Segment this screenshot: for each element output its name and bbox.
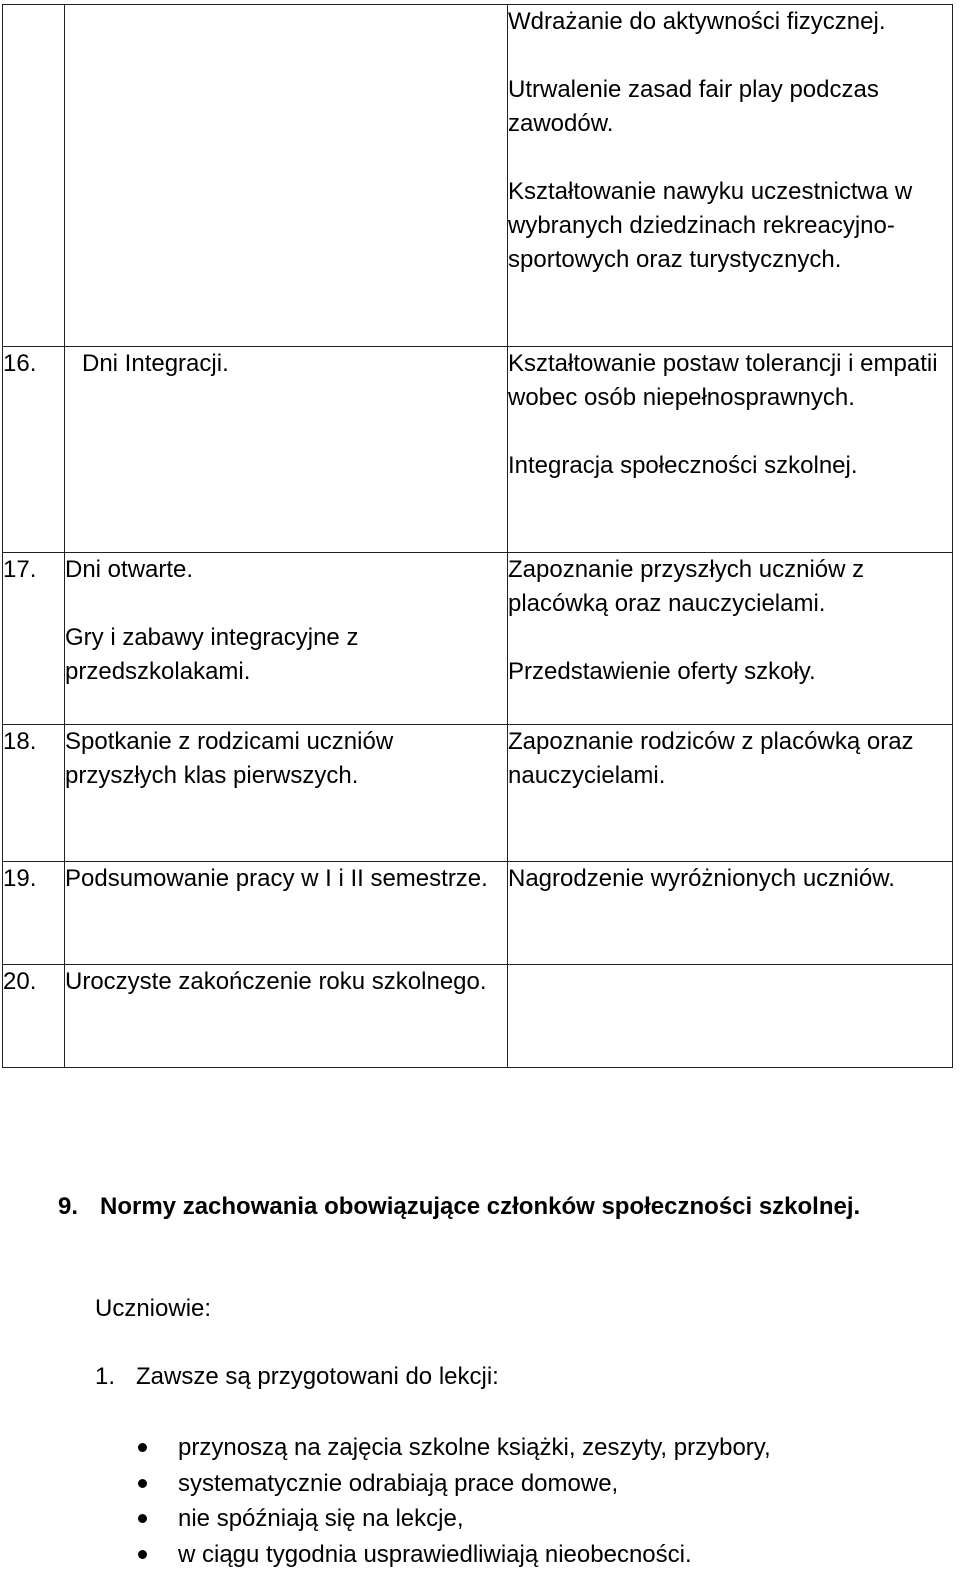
table-row xyxy=(3,965,953,1068)
goal-text: Integracja społeczności szkolnej. xyxy=(508,452,858,479)
events-table xyxy=(2,4,953,1068)
event-title xyxy=(65,347,508,553)
goal-text: Wdrażanie do aktywności fizycznej. xyxy=(508,8,886,35)
bullet-icon xyxy=(138,1479,147,1488)
event-goals xyxy=(508,862,953,965)
list-item xyxy=(135,1537,771,1573)
title-text: Dni Integracji. xyxy=(82,350,229,377)
event-goals xyxy=(508,725,953,862)
row-number: 20. xyxy=(3,965,65,1068)
rule-bullet-list xyxy=(135,1430,771,1572)
row-number: 16. xyxy=(3,347,65,553)
bullet-icon xyxy=(138,1514,147,1523)
students-label: Uczniowie: xyxy=(95,1295,212,1322)
event-goals xyxy=(508,553,953,725)
event-title xyxy=(65,553,508,725)
bullet-icon xyxy=(138,1550,147,1559)
title-text: Dni otwarte. xyxy=(65,556,194,583)
table-row xyxy=(3,862,953,965)
event-title xyxy=(65,862,508,965)
title-text: Gry i zabawy integracyjne z przedszkolakami. xyxy=(65,624,359,685)
event-goals xyxy=(508,347,953,553)
section-title: Normy zachowania obowiązujące członków społeczności szkolnej. xyxy=(100,1193,861,1220)
list-item-text: przynoszą na zajęcia szkolne książki, zeszyty, przybory, xyxy=(178,1434,771,1461)
event-title xyxy=(65,5,508,347)
rule-item xyxy=(95,1360,499,1394)
goal-text: Zapoznanie rodziców z placówką oraz nauczycielami. xyxy=(508,728,914,789)
goal-text: Kształtowanie postaw tolerancji i empatii wobec osób niepełnosprawnych. xyxy=(508,350,938,411)
list-item xyxy=(135,1501,771,1537)
title-text: Podsumowanie pracy w I i II semestrze. xyxy=(65,865,488,892)
goal-text: Przedstawienie oferty szkoły. xyxy=(508,658,816,685)
title-text: Spotkanie z rodzicami uczniów przyszłych klas pierwszych. xyxy=(65,728,394,789)
row-number: 17. xyxy=(3,553,65,725)
row-number xyxy=(3,5,65,347)
list-item xyxy=(135,1466,771,1502)
section-heading xyxy=(58,1190,860,1224)
goal-text: Zapoznanie przyszłych uczniów z placówką oraz nauczycielami. xyxy=(508,556,865,617)
bullet-icon xyxy=(138,1443,147,1452)
event-title xyxy=(65,965,508,1068)
table-row xyxy=(3,5,953,347)
event-goals xyxy=(508,965,953,1068)
list-item-text: w ciągu tygodnia usprawiedliwiają nieobecności. xyxy=(178,1540,692,1568)
event-title xyxy=(65,725,508,862)
goal-text: Kształtowanie nawyku uczestnictwa w wybranych dziedzinach rekreacyjno-sportowych oraz turystycznych. xyxy=(508,178,913,273)
table-row xyxy=(3,553,953,725)
list-item-text: systematycznie odrabiają prace domowe, xyxy=(178,1469,619,1497)
list-item-text: nie spóźniają się na lekcje, xyxy=(178,1505,464,1532)
goal-text: Utrwalenie zasad fair play podczas zawodów. xyxy=(508,76,879,137)
table-row xyxy=(3,725,953,862)
row-number: 19. xyxy=(3,862,65,965)
goal-text: Nagrodzenie wyróżnionych uczniów. xyxy=(508,865,895,892)
rule-text: Zawsze są przygotowani do lekcji: xyxy=(136,1363,499,1390)
list-item xyxy=(135,1430,771,1466)
rule-number: 1. xyxy=(95,1363,116,1390)
title-text: Uroczyste zakończenie roku szkolnego. xyxy=(65,968,487,995)
event-goals xyxy=(508,5,953,347)
row-number: 18. xyxy=(3,725,65,862)
table-row xyxy=(3,347,953,553)
section-number: 9. xyxy=(58,1193,79,1220)
